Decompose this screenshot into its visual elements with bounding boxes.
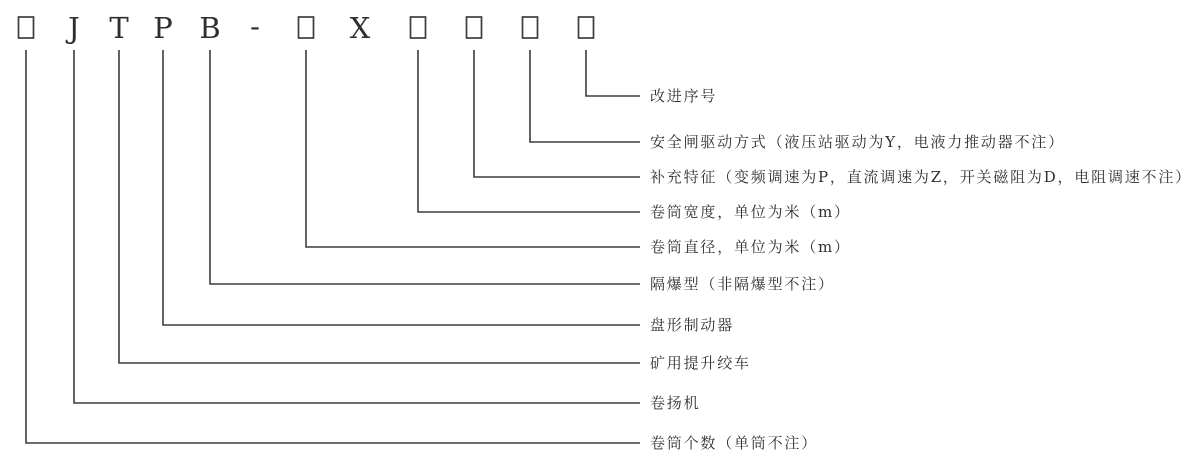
connector-flameproof-type <box>210 50 640 284</box>
connector-drum-width <box>418 50 640 212</box>
code-char-11-box <box>579 17 594 38</box>
label-winding-engine: 卷扬机 <box>650 394 701 412</box>
label-improvement-serial-number: 改进序号 <box>650 87 718 105</box>
code-char-5-hyphen: - <box>250 9 260 43</box>
connector-winding-engine <box>74 50 640 403</box>
label-drum-count: 卷筒个数（单筒不注） <box>650 434 819 452</box>
code-char-3: P <box>153 11 173 45</box>
label-drum-diameter: 卷筒直径，单位为米（m） <box>650 238 851 256</box>
label-safety-brake-drive-mode: 安全闸驱动方式（液压站驱动为Y，电液力推动器不注） <box>650 133 1065 151</box>
code-char-8-box <box>411 17 426 38</box>
connector-lines <box>26 50 640 443</box>
code-char-1: J <box>68 11 80 45</box>
code-char-4: B <box>199 11 221 45</box>
code-char-0-box <box>19 17 34 38</box>
label-drum-width: 卷筒宽度，单位为米（m） <box>650 203 851 221</box>
connector-drum-diameter <box>306 50 640 247</box>
label-supplementary-feature: 补充特征（变频调速为P，直流调速为Z，开关磁阻为D，电阻调速不注） <box>650 168 1192 186</box>
code-char-6-box <box>299 17 314 38</box>
code-char-9-box <box>467 17 482 38</box>
label-mine-hoist-winch: 矿用提升绞车 <box>650 354 751 372</box>
connector-improvement-serial-number <box>586 50 640 96</box>
connector-supplementary-feature <box>474 50 640 177</box>
code-char-10-box <box>523 17 538 38</box>
label-flameproof-type: 隔爆型（非隔爆型不注） <box>650 275 835 293</box>
code-char-row <box>19 9 594 45</box>
label-column <box>650 87 1192 452</box>
connector-mine-hoist-winch <box>119 50 640 363</box>
label-disc-brake: 盘形制动器 <box>650 316 735 334</box>
code-char-7: X <box>349 11 371 45</box>
code-char-2: T <box>109 11 129 45</box>
